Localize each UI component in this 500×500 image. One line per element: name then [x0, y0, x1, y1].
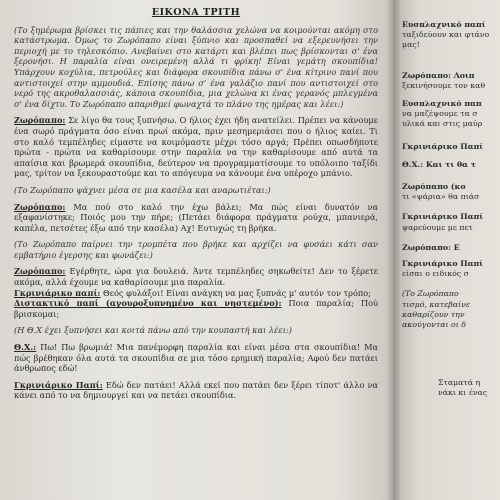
- right-line: ταξιδεύουν και φτάνο: [402, 30, 490, 40]
- stage-direction: (Το Ζωρόπαπο παίρνει την τρομπέτα που βρήκε και αρχίζει να φυσάει κάτι σαν εμβατήριο έγερσης και φωνάζει:): [14, 239, 378, 260]
- stage-direction: (Η Θ.Χ έχει ξυπνήσει και κοιτά πάνω από την κουπαστή και λέει:): [14, 325, 292, 336]
- right-line: να μαζέψουμε τα σ: [402, 109, 478, 119]
- right-line: Σταματά η: [438, 378, 481, 388]
- right-line: Γκρινιάρικο Παπί: [402, 259, 484, 269]
- dialogue-text: Εδώ δεν πατάει! Αλλά εκεί που πατάει δεν ξέρει τίποτ' άλλο να κάνει από το να δημιουργεί και να πετάει σκουπίδια.: [14, 379, 378, 401]
- speaker-name: Γκρινιάρικο Παπί:: [14, 379, 103, 390]
- dialogue-text: Θεός φυλάξοι! Είναι ανάγκη να μας ξυπνάς μ' αυτόν τον τρόπο;: [100, 287, 371, 298]
- stage-direction: (Το Ζωρόπαπο ψάχνει μέσα σε μια κασέλα και αναρωτιέται:): [14, 184, 271, 195]
- dialogue-text: Πω! Πω βρωμιά! Μια πανέμορφη παραλία και είναι μέσα στα σκουπίδια! Μα πώς βρέθηκαν όλα αυτά τα σκουπίδια σε μια τόσο ερημική παραλία; Αφού δεν πατάει άνθρωπος εδώ!: [14, 342, 378, 374]
- right-line: Γκρινιάρικο Παπί: [402, 141, 484, 151]
- speaker-name: Διστακτικό παπί (αγουροξυπνημένο και νηστεμένο):: [14, 298, 282, 309]
- right-line: Ευσπλαχνικό παπ: [402, 99, 482, 109]
- right-line: τισμό, κατεβαίνε: [402, 299, 471, 309]
- right-line: Ζωρόπαπο: Ε: [402, 242, 460, 252]
- dialogue-text: Εγέρθητε, ώρα για δουλειά. Άντε τεμπέληδες σηκωθείτε! Δεν το ξέρετε ακόμα, αλλά έχουμε να καθαρίσουμε μια παραλία.: [14, 266, 378, 288]
- right-line: Γκρινιάρικο Παπί: [402, 212, 484, 222]
- right-line: υλικά και στις μαύρ: [402, 119, 483, 129]
- speaker-name: Ζωρόπαπο:: [14, 266, 66, 277]
- dialogue-line: [14, 342, 378, 374]
- right-line: Ευσπλαχνικό παπί: [402, 20, 486, 29]
- page-title: ΕΙΚΟΝΑ ΤΡΙΤΗ: [151, 7, 241, 18]
- right-line: Ζωρόπαπο (κο: [402, 182, 466, 192]
- speaker-name: Ζωρόπαπο:: [14, 115, 66, 126]
- dialogue-line: [14, 380, 378, 401]
- dialogue-line: [14, 202, 378, 234]
- left-page-content: [14, 8, 378, 407]
- dialogue-text: Ποια παραλία; Πού βρισκομαι;: [14, 298, 378, 319]
- right-line: Θ.Χ.: Και τι θα τ: [402, 159, 477, 169]
- stage-direction: (Το ξημέρωμα βρίσκει τις πάπιες και την θαλάσσια χελώνα να κοιμούνται ακόμη στο κατάστρωμα. Όμως το Ζωρόπαπο είναι ξύπνιο και προσπαθεί να εξερευνήσει την περιοχή με το τηλεσκόπιο. Ανεβαίνει στο κατάρτι και βλέπει πως βρίσκονται σ' ένα ξερονήσι. Η παραλία είναι ονειρεμένη αλλά τι φρίκη! Είναι γεμάτη σκουπίδια! Υπάρχουν κοχύλια, πετρούλες και διάφορα σκουπίδια πάνω σ' ένα κίτρινο πανί που αντιστοιχεί στην αμμουδιά. Επίσης πάνω σ' ένα γαλάζιο πανί που αντιστοιχεί στο νερό της ακροθαλασσιάς, κάποια σκουπίδια, μια χελώνα κι ένας γερανός μπλεγμένα σ' ένα δίχτυ. Το Ζωρόπαπο απαριθμεί φωναχτά το πλάνο της ημέρας και λέει:): [14, 24, 378, 109]
- right-line: ακούγονται οι δ: [402, 320, 466, 330]
- right-line: είσαι ο ειδικός σ: [402, 269, 469, 279]
- right-line: τι «ψάρια» θα πιάσ: [402, 192, 480, 202]
- right-page-content: [402, 8, 500, 399]
- right-line: ψαρεύουμε με πετ: [402, 222, 473, 232]
- book-spine-shadow: [386, 0, 400, 500]
- dialogue-line: [14, 115, 378, 179]
- right-line: ξεκινήσουμε τον καθ: [402, 80, 486, 90]
- right-line: καθαρίζουν την: [402, 309, 465, 319]
- dialogue-line: [14, 298, 378, 319]
- dialogue-text: Σε λίγο θα τους ξυπνήσω. Ο ήλιος έχει ήδη ανατείλει. Πρέπει να κάνουμε ένα σωρό πράγματα όσο είναι πρωί ακόμα, πριν μεσημεριάσει που ο ήλιος καίει. Τι στο καλό τεμπέληδες είμαστε να κοιμόμαστε μέχρι τόσο αργά; Πρέπει οπωσδήποτε πρώτα - πρώτα να καθαρίσουμε στην παραλία να την καθαρίσουμε από αυτά τα απαίσια και βρωμερά σκουπίδια, δεύτερον να προγραμματίσουμε το υπόλοιπο ταξίδι μας, τρίτον να ξεκουραστούμε και το απόγευμα να κάνουμε ένα υπέροχο μπάνιο.: [14, 115, 378, 179]
- dialogue-line: [14, 288, 378, 299]
- speaker-name: Θ.Χ.:: [14, 342, 37, 353]
- right-line: μας!: [402, 40, 420, 50]
- speaker-name: Γκρινιάρικο παπί:: [14, 287, 101, 298]
- right-line: (Το Ζωρόπαπο: [402, 289, 459, 299]
- speaker-name: Ζωρόπαπο:: [14, 201, 66, 212]
- dialogue-line: [14, 266, 378, 287]
- right-line: νάκι κι ένας: [438, 388, 488, 398]
- right-line: Ζωρόπαπο: Λοιπ: [402, 70, 475, 80]
- dialogue-text: Μα πού στο καλό την έχω βάλει; Μα πώς είναι δυνατόν να εξαφανίστηκε; Ποιός μου την πήρε; (Πετάει διάφορα πράγματα ρούχα, μπανιερά, καπέλα, πετσέτες έξω από την κασέλα) Αχ! Ευτυχώς τη βρήκα.: [14, 201, 378, 233]
